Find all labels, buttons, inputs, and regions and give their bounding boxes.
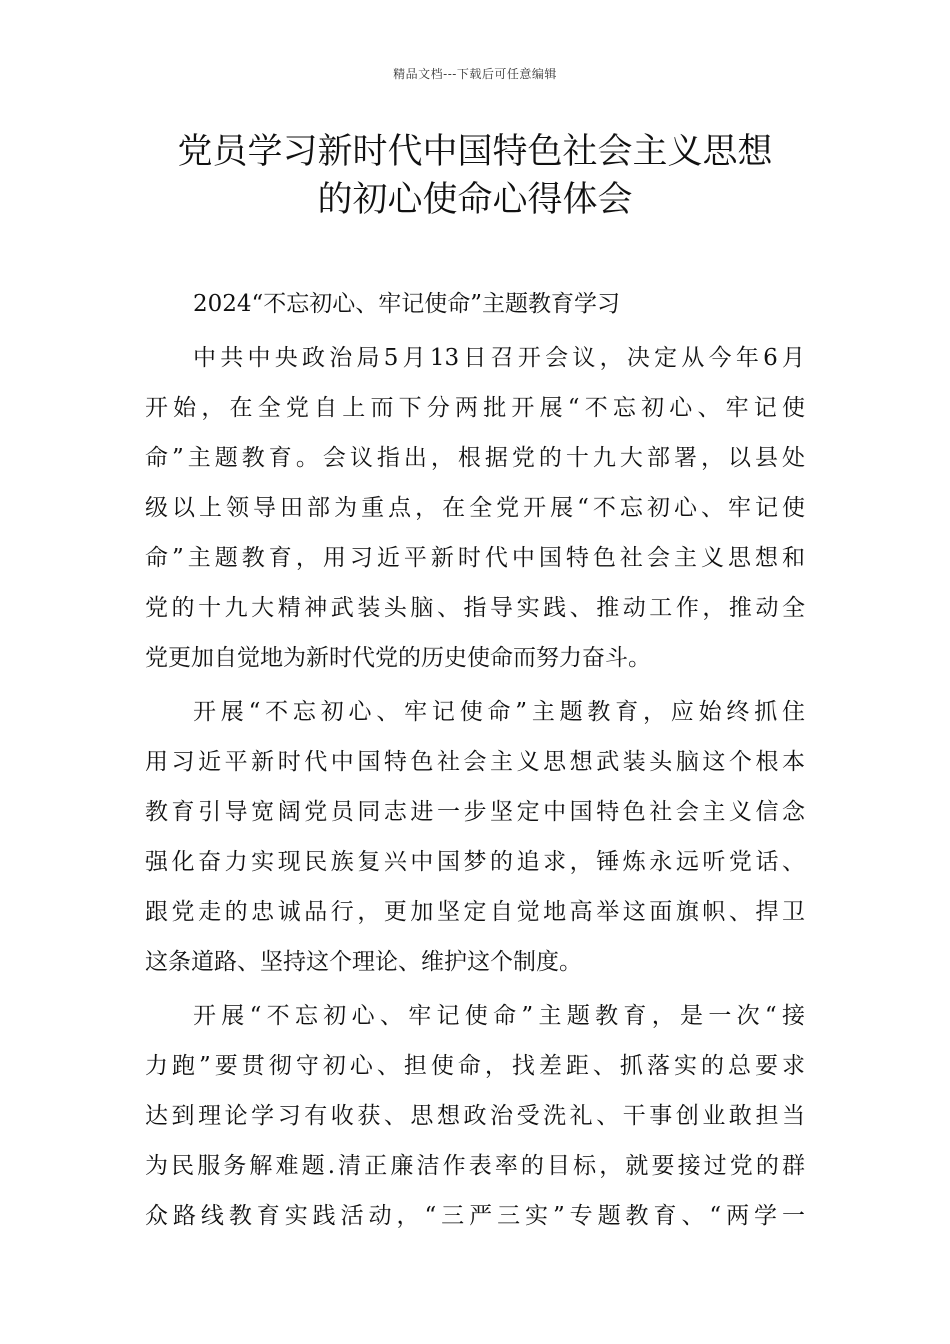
- header-note: 精品文档---下载后可任意编辑: [393, 67, 557, 81]
- paragraph-line: 为民服务解难题.清正廉洁作表率的目标，就要接过党的群: [145, 1153, 805, 1179]
- paragraph-3: [145, 991, 805, 1241]
- paragraph-line: 达到理论学习有收获、思想政治受洗礼、干事创业敢担当: [145, 1103, 805, 1129]
- paragraph-line: 开展“不忘初心、牢记使命”主题教育，应始终抓住: [193, 699, 805, 725]
- paragraph-line: 强化奋力实现民族复兴中国梦的追求，锤炼永远听党话、: [145, 849, 805, 875]
- document-body: [145, 279, 805, 1245]
- title-line-1: 党员学习新时代中国特色社会主义思想: [177, 132, 773, 172]
- paragraph-line: 党更加自觉地为新时代党的历史使命而努力奋斗。: [145, 645, 651, 671]
- paragraph-line: 命”主题教育。会议指出，根据党的十九大部署，以县处: [145, 445, 805, 471]
- paragraph-line: 党的十九大精神武装头脑、指导实践、推动工作，推动全: [145, 595, 805, 621]
- paragraph-2: [145, 687, 805, 987]
- paragraph-line: 众路线教育实践活动，“三严三实”专题教育、“两学一: [145, 1203, 805, 1229]
- paragraph-line: 命”主题教育，用习近平新时代中国特色社会主义思想和: [145, 545, 805, 571]
- paragraph-line: 开始，在全党自上而下分两批开展“不忘初心、牢记使: [145, 395, 805, 421]
- title-line-2: 的初心使命心得体会: [317, 180, 633, 220]
- paragraph-1: [145, 333, 805, 683]
- paragraph-line: 力跑”要贯彻守初心、担使命，找差距、抓落实的总要求: [145, 1053, 805, 1079]
- paragraph-line: 这条道路、坚持这个理论、维护这个制度。: [145, 949, 582, 975]
- paragraph-line: 跟党走的忠诚品行，更加坚定自觉地高举这面旗帜、捍卫: [145, 899, 805, 925]
- document-title: [145, 128, 805, 224]
- paragraph-subtitle: [145, 279, 805, 329]
- paragraph-line: 教育引导宽阔党员同志进一步坚定中国特色社会主义信念: [145, 799, 805, 825]
- paragraph-line: 用习近平新时代中国特色社会主义思想武装头脑这个根本: [145, 749, 805, 775]
- paragraph-line: 级以上领导田部为重点，在全党开展“不忘初心、牢记使: [145, 495, 805, 521]
- paragraph-line: 开展“不忘初心、牢记使命”主题教育，是一次“接: [193, 1003, 805, 1029]
- paragraph-line: 中共中央政治局5月13日召开会议，决定从今年6月: [193, 345, 805, 371]
- paragraph-line: 2024“不忘初心、牢记使命”主题教育学习: [193, 291, 621, 317]
